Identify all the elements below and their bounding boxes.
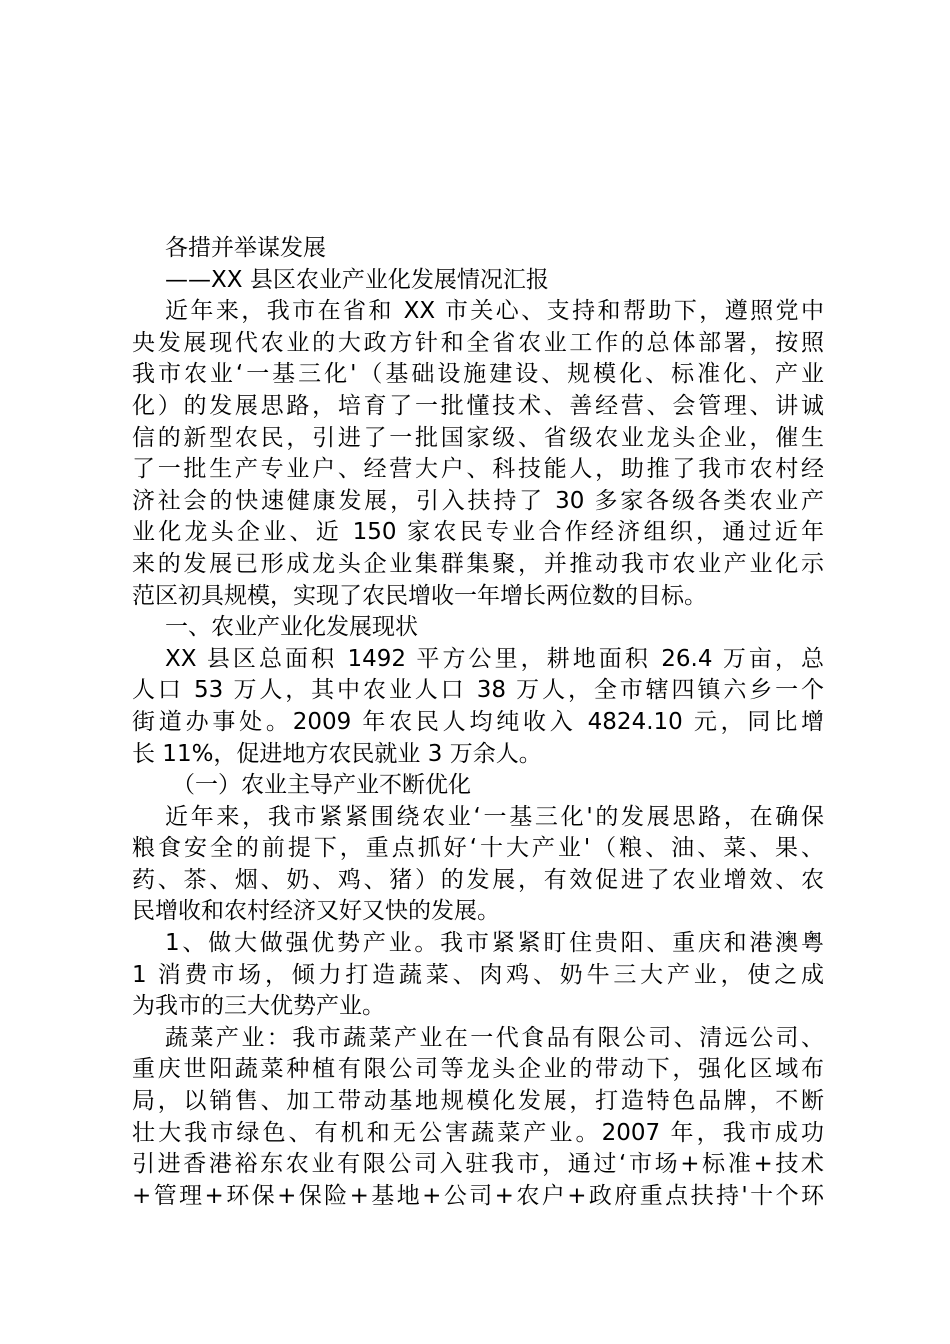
paragraph-line: 蔬菜产业：我市蔬菜产业在一代食品有限公司、清远公司、 <box>165 1024 824 1051</box>
paragraph-line: 为我市的三大优势产业。 <box>132 993 385 1020</box>
paragraph-line: 药、茶、烟、奶、鸡、猪）的发展，有效促进了农业增效、农 <box>132 866 824 893</box>
subsection-heading: （一）农业主导产业不断优化 <box>172 772 471 799</box>
paragraph-line: 我市农业‘一基三化'（基础设施建设、规模化、标准化、产业 <box>132 361 824 388</box>
paragraph-line: 化）的发展思路，培育了一批懂技术、善经营、会管理、讲诚 <box>132 392 824 419</box>
paragraph-line: XX 县区总面积 1492 平方公里，耕地面积 26.4 万亩，总 <box>165 645 824 672</box>
paragraph-line: 济社会的快速健康发展，引入扶持了 30 多家各级各类农业产 <box>132 487 824 514</box>
paragraph-line: 近年来，我市在省和 XX 市关心、支持和帮助下，遵照党中 <box>165 298 824 325</box>
paragraph-line: 1 消费市场，倾力打造蔬菜、肉鸡、奶牛三大产业，使之成 <box>132 961 824 988</box>
paragraph-line: 了一批生产专业户、经营大户、科技能人，助推了我市农村经 <box>132 456 824 483</box>
paragraph-line: 引进香港裕东农业有限公司入驻我市，通过‘市场+标准+技术 <box>132 1151 824 1178</box>
document-page <box>132 233 824 1212</box>
paragraph-line: 壮大我市绿色、有机和无公害蔬菜产业。2007 年，我市成功 <box>132 1119 824 1146</box>
paragraph-line: 来的发展已形成龙头企业集群集聚，并推动我市农业产业化示 <box>132 550 824 577</box>
paragraph-line: 1、做大做强优势产业。我市紧紧盯住贵阳、重庆和港澳粤 <box>165 930 824 957</box>
paragraph-line: 范区初具规模，实现了农民增收一年增长两位数的目标。 <box>132 582 707 609</box>
paragraph-line: 局，以销售、加工带动基地规模化发展，打造特色品牌，不断 <box>132 1088 824 1115</box>
paragraph-line: 业化龙头企业、近 150 家农民专业合作经济组织，通过近年 <box>132 519 824 546</box>
document-title: 各措并举谋发展 <box>165 235 326 261</box>
paragraph-line: 近年来，我市紧紧围绕农业‘一基三化'的发展思路，在确保 <box>165 803 824 830</box>
paragraph-line: 央发展现代农业的大政方针和全省农业工作的总体部署，按照 <box>132 329 824 356</box>
paragraph-line: 民增收和农村经济又好又快的发展。 <box>132 898 500 925</box>
paragraph-line: +管理+环保+保险+基地+公司+农户+政府重点扶持'十个环 <box>132 1182 824 1209</box>
paragraph-line: 粮食安全的前提下，重点抓好‘十大产业'（粮、油、菜、果、 <box>132 835 824 862</box>
section-heading: 一、农业产业化发展现状 <box>165 614 418 641</box>
document-subtitle: ——XX 县区农业产业化发展情况汇报 <box>165 266 549 293</box>
paragraph-line: 街道办事处。2009 年农民人均纯收入 4824.10 元，同比增 <box>132 708 824 735</box>
paragraph-line: 信的新型农民，引进了一批国家级、省级农业龙头企业，催生 <box>132 424 824 451</box>
paragraph-line: 重庆世阳蔬菜种植有限公司等龙头企业的带动下，强化区域布 <box>132 1056 824 1083</box>
paragraph-line: 长 11%，促进地方农民就业 3 万余人。 <box>132 740 542 767</box>
paragraph-line: 人口 53 万人，其中农业人口 38 万人，全市辖四镇六乡一个 <box>132 677 824 704</box>
